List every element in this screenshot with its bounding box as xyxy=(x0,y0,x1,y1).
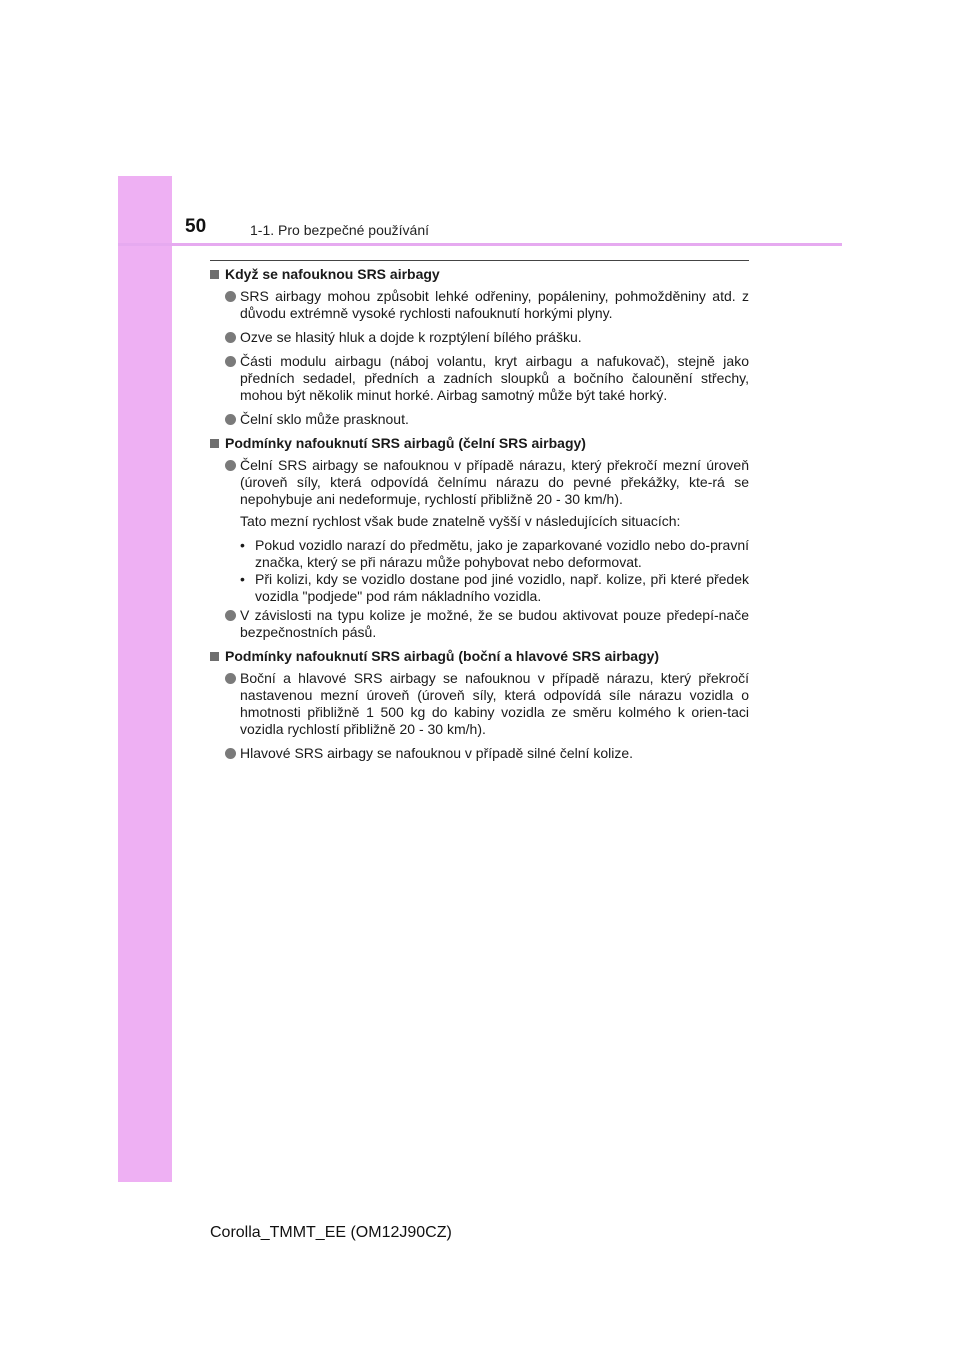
circle-bullet-icon xyxy=(225,291,236,302)
sub-paragraph: Tato mezní rychlost však bude znatelně vyšší v následujících situacích: xyxy=(240,513,681,529)
sub-list xyxy=(210,537,749,605)
circle-bullet-icon xyxy=(225,748,236,759)
circle-bullet-icon xyxy=(225,673,236,684)
list-item xyxy=(210,353,749,404)
section-heading xyxy=(210,435,749,452)
circle-bullet-icon xyxy=(225,460,236,471)
list-item xyxy=(210,607,749,641)
list-item xyxy=(210,411,749,428)
list-item xyxy=(210,745,749,762)
heading-text: Podmínky nafouknutí SRS airbagů (boční a hlavové SRS airbagy) xyxy=(225,648,660,664)
dot-bullet-icon: • xyxy=(240,571,245,587)
item-text: Boční a hlavové SRS airbagy se nafouknou v případě nárazu, který překročí nastavenou mezní úroveň (úroveň síly, která odpovídá síle nárazu vozidla o hmotnosti přibližně 1 500 kg do kabiny vozidla ze směru kolmého k orien-taci vozidla rychlostí přibližně 20 - 30 km/h). xyxy=(240,670,749,737)
sub-list-item xyxy=(240,571,749,605)
list-item xyxy=(210,457,749,508)
header-divider xyxy=(118,243,842,246)
item-text: V závislosti na typu kolize je možné, že se budou aktivovat pouze předepí-nače bezpečnostních pásů. xyxy=(240,607,749,640)
page-number: 50 xyxy=(185,216,207,237)
item-text: Čelní SRS airbagy se nafouknou v případě nárazu, který překročí mezní úroveň (úroveň síly, která odpovídá čelnímu nárazu do pevné překážky, kte-rá se nepohybuje ani nedeformuje, rychlostí přibližně 20 - 30 km/h). xyxy=(240,457,749,507)
sidebar-color-tab xyxy=(118,176,172,1182)
square-bullet-icon xyxy=(210,652,219,661)
circle-bullet-icon xyxy=(225,356,236,367)
heading-text: Když se nafouknou SRS airbagy xyxy=(225,266,440,282)
section-heading xyxy=(210,266,749,283)
item-text: SRS airbagy mohou způsobit lehké odřeniny, popáleniny, pohmožděniny atd. z důvodu extrémně vysoké rychlosti nafouknutí horkými plyny. xyxy=(240,288,749,321)
list-item xyxy=(210,288,749,322)
circle-bullet-icon xyxy=(225,414,236,425)
sub-item-text: Pokud vozidlo narazí do předmětu, jako je zaparkované vozidlo nebo do-pravní značka, který se při nárazu může pohybovat nebo deformovat. xyxy=(255,537,749,570)
square-bullet-icon xyxy=(210,439,219,448)
content-top-rule xyxy=(210,260,749,261)
document-footer: Corolla_TMMT_EE (OM12J90CZ) xyxy=(210,1224,452,1241)
heading-text: Podmínky nafouknutí SRS airbagů (čelní SRS airbagy) xyxy=(225,435,586,451)
item-text: Ozve se hlasitý hluk a dojde k rozptýlení bílého prášku. xyxy=(240,329,582,345)
item-text: Části modulu airbagu (náboj volantu, kryt airbagu a nafukovač), stejně jako předních sedadel, předních a zadních sloupků a bočního čalounění střechy, mohou být několik minut horké. Airbag samotný může být také horký. xyxy=(240,353,749,403)
list-item xyxy=(210,670,749,738)
sub-item-text: Při kolizi, kdy se vozidlo dostane pod jiné vozidlo, např. kolize, při které předek vozidla "podjede" pod rám nákladního vozidla. xyxy=(255,571,749,604)
sub-list-item xyxy=(240,537,749,571)
list-item xyxy=(210,329,749,346)
section-heading xyxy=(210,648,749,665)
item-text: Čelní sklo může prasknout. xyxy=(240,411,409,427)
section-title: 1-1. Pro bezpečné používání xyxy=(250,222,430,238)
page-content xyxy=(210,266,749,769)
square-bullet-icon xyxy=(210,270,219,279)
dot-bullet-icon: • xyxy=(240,537,245,553)
circle-bullet-icon xyxy=(225,610,236,621)
circle-bullet-icon xyxy=(225,332,236,343)
item-text: Hlavové SRS airbagy se nafouknou v případě silné čelní kolize. xyxy=(240,745,633,761)
